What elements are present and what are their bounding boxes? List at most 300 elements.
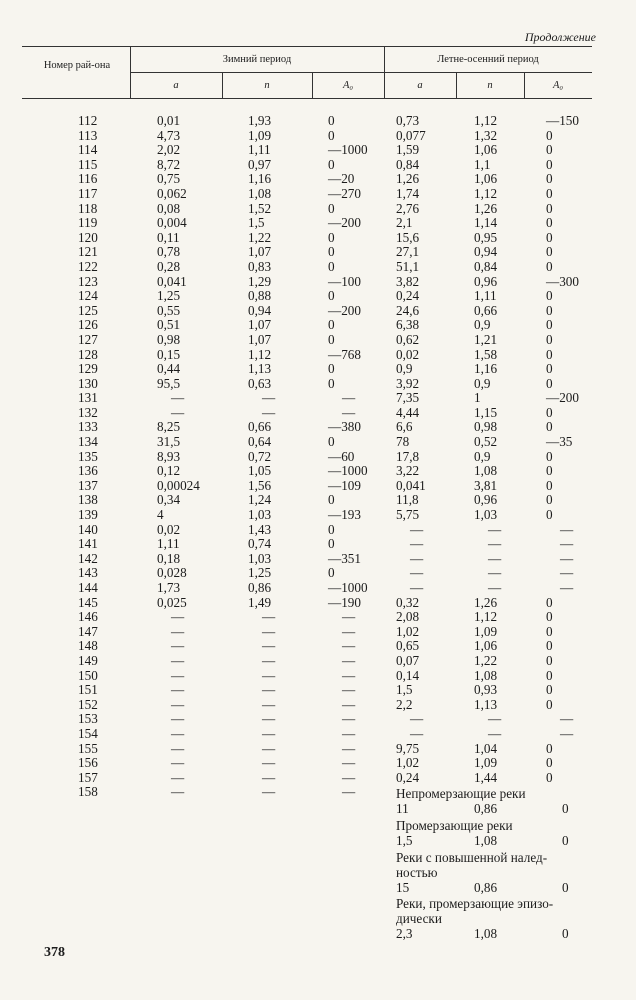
note-label: Реки с повышенной налед- xyxy=(396,850,548,865)
cell-winter-a0: 0 xyxy=(328,565,335,581)
cell-summer-a: 0,73 xyxy=(396,113,420,128)
header-summer-a: a xyxy=(417,80,423,91)
cell-summer-a: 2,08 xyxy=(396,609,420,625)
table-row xyxy=(0,508,636,523)
cell-summer-a0: 0 xyxy=(546,652,553,668)
cell-region-number: 121 xyxy=(78,244,98,260)
cell-winter-a: 1,73 xyxy=(157,580,181,595)
cell-summer-a: 0,32 xyxy=(396,594,420,610)
cell-summer-n: 1,06 xyxy=(474,142,498,158)
table-row xyxy=(0,610,636,625)
cell-summer-a: 7,35 xyxy=(396,390,420,406)
cell-region-number: 150 xyxy=(78,667,98,683)
cell-winter-a0: 0 xyxy=(328,244,335,260)
cell-summer-a: 0,02 xyxy=(396,346,420,362)
cell-summer-n: 1,21 xyxy=(474,331,498,347)
cell-summer-n: — xyxy=(488,565,502,581)
cell-region-number: 130 xyxy=(78,375,98,391)
note-label: Промерзающие реки xyxy=(396,818,513,833)
header-winter-n: n xyxy=(264,80,270,91)
cell-summer-a0: 0 xyxy=(546,594,553,610)
cell-summer-n: 1,08 xyxy=(474,463,498,479)
cell-region-number: 152 xyxy=(78,696,98,712)
cell-summer-a: 0,077 xyxy=(396,127,426,143)
page-number: 378 xyxy=(44,945,65,960)
cell-winter-a: 0,98 xyxy=(157,331,181,347)
cell-winter-a0: — xyxy=(342,652,356,668)
cell-winter-a0: 0 xyxy=(328,156,335,172)
cell-winter-n: — xyxy=(262,390,276,406)
cell-summer-a: 1,74 xyxy=(396,185,420,201)
cell-region-number: 134 xyxy=(78,434,98,450)
cell-summer-n: 0,96 xyxy=(474,273,498,289)
cell-winter-a0: —200 xyxy=(328,215,361,231)
table-row xyxy=(0,581,636,596)
cell-summer-n: 0,94 xyxy=(474,244,498,260)
cell-winter-n: — xyxy=(262,784,276,800)
note-value-n: 1,08 xyxy=(474,833,498,848)
table-row xyxy=(0,158,636,173)
cell-region-number: 148 xyxy=(78,638,98,654)
cell-winter-n: — xyxy=(262,755,276,771)
cell-summer-n: 1,08 xyxy=(474,667,498,683)
cell-winter-a0: —1000 xyxy=(328,463,368,479)
note-label-cont: ностью xyxy=(396,865,438,880)
table-row xyxy=(0,245,636,260)
cell-summer-n: 1,06 xyxy=(474,638,498,654)
table-row xyxy=(0,391,636,406)
table-row xyxy=(0,552,636,567)
cell-winter-n: — xyxy=(262,404,276,420)
cell-winter-a: 0,28 xyxy=(157,258,181,274)
table-header xyxy=(0,0,636,100)
cell-winter-a0: —190 xyxy=(328,594,361,610)
cell-winter-a0: — xyxy=(342,725,356,741)
header-region: Номер рай-она xyxy=(43,60,111,71)
table-row xyxy=(0,537,636,552)
cell-summer-a: 3,22 xyxy=(396,463,420,479)
cell-winter-a: — xyxy=(171,609,185,625)
note-value-a0: 0 xyxy=(562,926,569,941)
cell-winter-n: 1,05 xyxy=(248,463,272,479)
cell-region-number: 131 xyxy=(78,390,98,406)
cell-summer-a: 15,6 xyxy=(396,229,420,245)
cell-summer-n: 0,9 xyxy=(474,375,491,391)
cell-region-number: 154 xyxy=(78,725,98,741)
cell-summer-n: — xyxy=(488,521,502,537)
cell-summer-n: 0,52 xyxy=(474,434,498,450)
cell-summer-n: 1,15 xyxy=(474,404,498,420)
cell-winter-a: 0,00024 xyxy=(157,477,200,493)
cell-summer-a0: 0 xyxy=(546,740,553,756)
note-value-a: 15 xyxy=(396,880,410,895)
cell-summer-a0: — xyxy=(560,521,574,537)
cell-winter-a: 4 xyxy=(157,507,164,523)
cell-summer-a: 0,84 xyxy=(396,156,420,172)
note-value-n: 0,86 xyxy=(474,880,498,895)
cell-summer-a: 0,14 xyxy=(396,667,420,683)
cell-region-number: 113 xyxy=(78,127,98,143)
cell-summer-a: — xyxy=(410,521,424,537)
cell-winter-n: 1,24 xyxy=(248,492,272,508)
cell-summer-a: — xyxy=(410,536,424,552)
table-row xyxy=(0,420,636,435)
table-row xyxy=(0,231,636,246)
cell-winter-a: 8,72 xyxy=(157,156,181,172)
table-row xyxy=(0,683,636,698)
cell-winter-n: 0,94 xyxy=(248,302,272,318)
cell-winter-a0: — xyxy=(342,740,356,756)
table-row xyxy=(0,639,636,654)
cell-winter-a0: — xyxy=(342,696,356,712)
continuation-label: Продолжение xyxy=(524,30,596,44)
cell-summer-a: 2,2 xyxy=(396,696,413,712)
cell-winter-a0: — xyxy=(342,755,356,771)
table-row xyxy=(0,348,636,363)
cell-region-number: 157 xyxy=(78,769,98,785)
cell-winter-a0: —193 xyxy=(328,507,361,523)
cell-summer-a: 1,02 xyxy=(396,623,420,639)
cell-summer-n: 0,66 xyxy=(474,302,498,318)
cell-region-number: 146 xyxy=(78,609,98,625)
cell-summer-a0: 0 xyxy=(546,492,553,508)
cell-winter-a0: —768 xyxy=(328,346,361,362)
cell-summer-n: 1,06 xyxy=(474,171,498,187)
cell-winter-a0: 0 xyxy=(328,200,335,216)
cell-summer-a: 24,6 xyxy=(396,302,420,318)
cell-summer-a0: 0 xyxy=(546,696,553,712)
cell-summer-a0: 0 xyxy=(546,769,553,785)
cell-winter-n: 1,03 xyxy=(248,550,272,566)
table-row xyxy=(0,756,636,771)
cell-summer-a0: 0 xyxy=(546,171,553,187)
cell-summer-n: 1,12 xyxy=(474,185,498,201)
cell-summer-a: — xyxy=(410,711,424,727)
table-row xyxy=(0,114,636,129)
cell-summer-n: 1,13 xyxy=(474,696,498,712)
cell-summer-n: — xyxy=(488,725,502,741)
cell-summer-a: 0,65 xyxy=(396,638,420,654)
cell-winter-a0: —351 xyxy=(328,550,361,566)
cell-winter-a: 0,51 xyxy=(157,317,181,333)
cell-winter-a0: 0 xyxy=(328,331,335,347)
cell-region-number: 123 xyxy=(78,273,98,289)
cell-summer-a0: 0 xyxy=(546,142,553,158)
header-top-rule xyxy=(22,46,592,47)
cell-winter-a: 0,041 xyxy=(157,273,187,289)
cell-summer-a: 4,44 xyxy=(396,404,420,420)
note-value-a0: 0 xyxy=(562,833,569,848)
cell-winter-a: — xyxy=(171,711,185,727)
table-row xyxy=(0,362,636,377)
cell-summer-a0: 0 xyxy=(546,404,553,420)
table-row xyxy=(0,785,636,800)
cell-summer-n: 0,84 xyxy=(474,258,498,274)
cell-summer-a: — xyxy=(410,580,424,595)
cell-summer-n: 1,09 xyxy=(474,755,498,771)
cell-summer-a0: — xyxy=(560,725,574,741)
cell-winter-a0: —200 xyxy=(328,302,361,318)
cell-summer-n: 0,93 xyxy=(474,682,498,698)
cell-winter-n: 1,22 xyxy=(248,229,272,245)
cell-summer-a0: 0 xyxy=(546,317,553,333)
cell-summer-a0: —300 xyxy=(546,273,579,289)
cell-winter-n: 1,07 xyxy=(248,331,272,347)
cell-summer-a: — xyxy=(410,550,424,566)
cell-winter-a: — xyxy=(171,769,185,785)
cell-summer-a0: 0 xyxy=(546,302,553,318)
cell-summer-n: 1,12 xyxy=(474,113,498,128)
cell-winter-a: — xyxy=(171,784,185,800)
cell-winter-n: — xyxy=(262,609,276,625)
table-row xyxy=(0,318,636,333)
cell-summer-n: 1,16 xyxy=(474,361,498,377)
cell-winter-n: — xyxy=(262,725,276,741)
cell-summer-n: 1,26 xyxy=(474,200,498,216)
cell-region-number: 120 xyxy=(78,229,98,245)
cell-winter-a0: — xyxy=(342,682,356,698)
cell-summer-a: 0,041 xyxy=(396,477,426,493)
cell-summer-a: 3,92 xyxy=(396,375,420,391)
cell-region-number: 115 xyxy=(78,156,98,172)
cell-summer-a: 2,76 xyxy=(396,200,420,216)
cell-summer-a0: — xyxy=(560,711,574,727)
cell-winter-a: 0,55 xyxy=(157,302,181,318)
cell-summer-n: 0,9 xyxy=(474,317,491,333)
cell-summer-a0: 0 xyxy=(546,623,553,639)
cell-summer-a: 0,24 xyxy=(396,288,420,304)
cell-winter-a0: 0 xyxy=(328,258,335,274)
table-row xyxy=(0,625,636,640)
note-value-n: 1,08 xyxy=(474,926,498,941)
cell-winter-a: 1,11 xyxy=(157,536,180,552)
cell-region-number: 158 xyxy=(78,784,98,800)
cell-summer-n: — xyxy=(488,536,502,552)
table-row xyxy=(0,187,636,202)
cell-summer-a0: 0 xyxy=(546,419,553,435)
cell-summer-a: 6,38 xyxy=(396,317,420,333)
cell-winter-a0: —20 xyxy=(328,171,355,187)
cell-summer-a: 5,75 xyxy=(396,507,420,523)
cell-winter-a: — xyxy=(171,682,185,698)
table-row xyxy=(0,450,636,465)
note-value-a: 11 xyxy=(396,801,409,816)
table-row xyxy=(0,727,636,742)
cell-winter-a: 8,25 xyxy=(157,419,181,435)
cell-winter-n: 0,88 xyxy=(248,288,272,304)
cell-summer-a: — xyxy=(410,565,424,581)
cell-summer-n: 1,58 xyxy=(474,346,498,362)
cell-region-number: 117 xyxy=(78,185,98,201)
cell-winter-n: — xyxy=(262,769,276,785)
cell-winter-a0: — xyxy=(342,638,356,654)
cell-winter-a0: —100 xyxy=(328,273,361,289)
cell-summer-a0: — xyxy=(560,536,574,552)
cell-winter-a0: — xyxy=(342,769,356,785)
cell-winter-n: 1,52 xyxy=(248,200,272,216)
cell-region-number: 144 xyxy=(78,580,98,595)
cell-region-number: 128 xyxy=(78,346,98,362)
cell-winter-a0: — xyxy=(342,784,356,800)
cell-region-number: 156 xyxy=(78,755,98,771)
cell-summer-a0: —200 xyxy=(546,390,579,406)
cell-region-number: 135 xyxy=(78,448,98,464)
cell-region-number: 126 xyxy=(78,317,98,333)
cell-winter-n: — xyxy=(262,652,276,668)
header-winter-a: a xyxy=(173,80,179,91)
cell-winter-a: 0,34 xyxy=(157,492,181,508)
cell-winter-a: — xyxy=(171,667,185,683)
cell-winter-n: 0,63 xyxy=(248,375,272,391)
cell-summer-a0: 0 xyxy=(546,755,553,771)
cell-summer-n: 3,81 xyxy=(474,477,498,493)
cell-winter-n: 1,11 xyxy=(248,142,271,158)
cell-region-number: 151 xyxy=(78,682,98,698)
cell-summer-a: 51,1 xyxy=(396,258,420,274)
cell-summer-a: 1,26 xyxy=(396,171,420,187)
cell-region-number: 116 xyxy=(78,171,98,187)
cell-winter-n: 1,56 xyxy=(248,477,272,493)
cell-winter-a0: 0 xyxy=(328,536,335,552)
cell-winter-n: 1,16 xyxy=(248,171,272,187)
note-value-a: 1,5 xyxy=(396,833,413,848)
cell-summer-n: 0,96 xyxy=(474,492,498,508)
cell-winter-a0: —380 xyxy=(328,419,361,435)
header-summer-n: n xyxy=(487,80,493,91)
table-body xyxy=(0,114,636,800)
cell-winter-a: 31,5 xyxy=(157,434,181,450)
cell-summer-a0: 0 xyxy=(546,638,553,654)
cell-summer-a0: 0 xyxy=(546,258,553,274)
cell-winter-a0: 0 xyxy=(328,375,335,391)
cell-summer-a0: 0 xyxy=(546,507,553,523)
cell-winter-n: — xyxy=(262,740,276,756)
cell-summer-n: 1,26 xyxy=(474,594,498,610)
cell-winter-a0: 0 xyxy=(328,113,335,128)
cell-winter-a0: —270 xyxy=(328,185,361,201)
cell-winter-a0: — xyxy=(342,667,356,683)
cell-winter-a: — xyxy=(171,740,185,756)
cell-winter-a: 0,028 xyxy=(157,565,187,581)
note-label: Непромерзающие реки xyxy=(396,786,526,801)
cell-winter-a: 0,11 xyxy=(157,229,180,245)
cell-region-number: 122 xyxy=(78,258,98,274)
table-row xyxy=(0,172,636,187)
cell-summer-a: — xyxy=(410,725,424,741)
cell-region-number: 155 xyxy=(78,740,98,756)
cell-summer-a0: —150 xyxy=(546,113,579,128)
cell-winter-a: — xyxy=(171,696,185,712)
cell-summer-n: 1,32 xyxy=(474,127,498,143)
cell-winter-n: — xyxy=(262,667,276,683)
cell-summer-a: 78 xyxy=(396,434,410,450)
table-row xyxy=(0,742,636,757)
cell-winter-a: 0,08 xyxy=(157,200,181,216)
cell-winter-a0: — xyxy=(342,711,356,727)
header-bottom-rule xyxy=(22,98,592,99)
cell-winter-a: 0,12 xyxy=(157,463,181,479)
cell-summer-a0: — xyxy=(560,550,574,566)
cell-summer-n: 1,11 xyxy=(474,288,497,304)
cell-winter-n: — xyxy=(262,623,276,639)
cell-summer-n: 1,22 xyxy=(474,652,498,668)
cell-region-number: 119 xyxy=(78,215,98,231)
note-value-a0: 0 xyxy=(562,880,569,895)
cell-summer-n: 1,03 xyxy=(474,507,498,523)
cell-summer-n: 1,04 xyxy=(474,740,498,756)
cell-winter-a: 0,062 xyxy=(157,185,187,201)
cell-winter-a: — xyxy=(171,652,185,668)
cell-summer-a0: 0 xyxy=(546,682,553,698)
table-row xyxy=(0,464,636,479)
cell-summer-a0: 0 xyxy=(546,667,553,683)
cell-summer-a0: 0 xyxy=(546,156,553,172)
cell-winter-a: 0,78 xyxy=(157,244,181,260)
cell-winter-a0: 0 xyxy=(328,127,335,143)
cell-winter-n: 0,66 xyxy=(248,419,272,435)
note-label: Реки, промерзающие эпизо- xyxy=(396,896,554,911)
cell-summer-n: 1 xyxy=(474,390,481,406)
cell-summer-n: 1,44 xyxy=(474,769,498,785)
cell-summer-a: 1,5 xyxy=(396,682,413,698)
cell-winter-a: 0,02 xyxy=(157,521,181,537)
cell-summer-a0: 0 xyxy=(546,200,553,216)
cell-winter-n: 1,93 xyxy=(248,113,272,128)
cell-winter-a0: —60 xyxy=(328,448,355,464)
cell-winter-n: 0,72 xyxy=(248,448,272,464)
cell-summer-a: 27,1 xyxy=(396,244,420,260)
cell-summer-a: 1,02 xyxy=(396,755,420,771)
cell-summer-a0: 0 xyxy=(546,127,553,143)
cell-summer-a0: 0 xyxy=(546,448,553,464)
table-row xyxy=(0,566,636,581)
cell-winter-n: 1,43 xyxy=(248,521,272,537)
table-row xyxy=(0,435,636,450)
cell-winter-a0: 0 xyxy=(328,434,335,450)
cell-summer-a: 0,62 xyxy=(396,331,420,347)
header-winter-a0: A₀ xyxy=(342,80,354,91)
cell-region-number: 118 xyxy=(78,200,98,216)
cell-summer-a0: 0 xyxy=(546,215,553,231)
cell-summer-n: 0,95 xyxy=(474,229,498,245)
cell-summer-n: 1,14 xyxy=(474,215,498,231)
table-row xyxy=(0,143,636,158)
cell-summer-a0: 0 xyxy=(546,375,553,391)
note-value-a: 2,3 xyxy=(396,926,413,941)
table-row xyxy=(0,712,636,727)
cell-summer-a: 9,75 xyxy=(396,740,420,756)
table-row xyxy=(0,771,636,786)
note-value-n: 0,86 xyxy=(474,801,498,816)
cell-summer-a: 11,8 xyxy=(396,492,419,508)
cell-winter-n: — xyxy=(262,696,276,712)
cell-winter-a: 8,93 xyxy=(157,448,181,464)
cell-region-number: 149 xyxy=(78,652,98,668)
cell-winter-a0: —1000 xyxy=(328,142,368,158)
cell-summer-a0: 0 xyxy=(546,609,553,625)
cell-region-number: 132 xyxy=(78,404,98,420)
cell-winter-n: 1,49 xyxy=(248,594,272,610)
cell-region-number: 141 xyxy=(78,536,98,552)
cell-winter-a0: 0 xyxy=(328,317,335,333)
cell-winter-a0: —109 xyxy=(328,477,361,493)
table-row xyxy=(0,304,636,319)
table-row xyxy=(0,493,636,508)
cell-winter-n: 1,12 xyxy=(248,346,272,362)
table-row xyxy=(0,260,636,275)
cell-summer-a: 0,07 xyxy=(396,652,420,668)
cell-winter-n: 0,83 xyxy=(248,258,272,274)
